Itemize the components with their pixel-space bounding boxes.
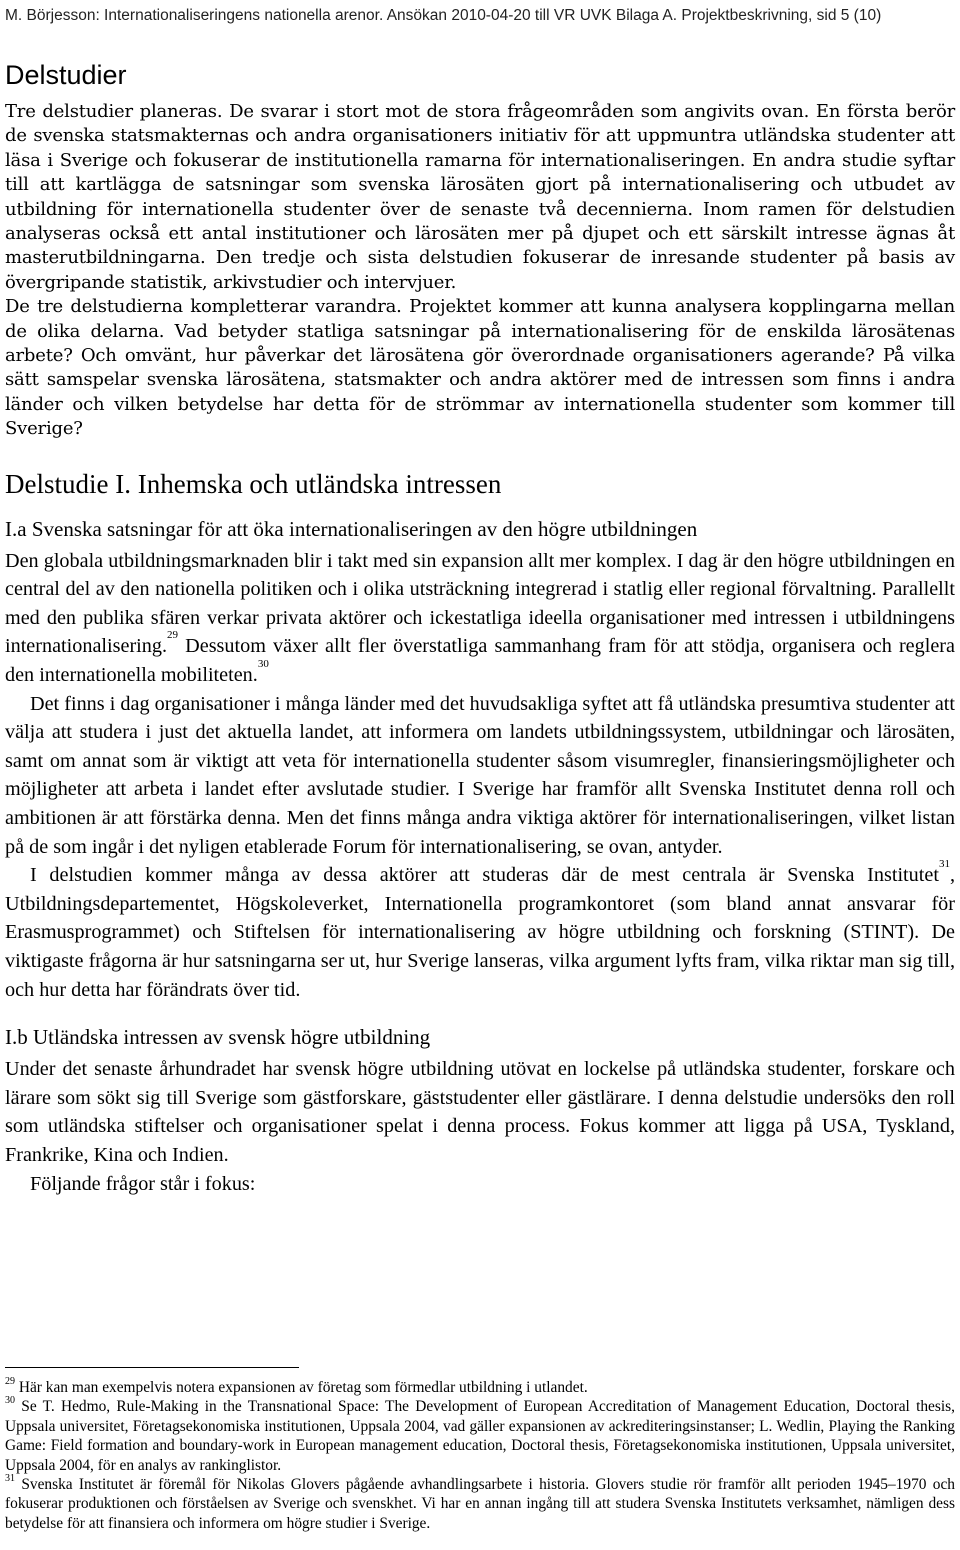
section-heading-delstudie-1: Delstudie I. Inhemska och utländska intressen	[5, 468, 502, 499]
subsection-b-paragraph-2: Följande frågor står i fokus:	[30, 1172, 256, 1195]
footnote-number: 29	[5, 1376, 15, 1387]
footnote-number: 31	[5, 1473, 15, 1485]
footnote-ref-30: 30	[257, 658, 269, 671]
footnote-29	[5, 1378, 955, 1397]
section-heading-delstudier: Delstudier	[5, 60, 127, 90]
running-header: M. Börjesson: Internationaliseringens nationella arenor. Ansökan 2010-04-20 till VR UVK Bilaga A. Projektbeskrivning, sid 5 (10)	[5, 7, 882, 24]
text-run: Den globala utbildningsmarknaden blir i takt med sin expansion allt mer komplex. I dag är den högre utbildningen en central del av den nationella politiken och i olika utsträckning integrerad i statlig eller regional förvaltning. Parallellt med den publika sfären verkar privata aktörer och ickestatliga ideella organisationer med intressen i utbildningens internationalisering.	[5, 549, 955, 658]
intro-paragraph-2: De tre delstudierna kompletterar varandra. Projektet kommer att kunna analysera kopplingarna mellan de olika delarna. Vad betyder statliga satsningar på internationalisering för de enskilda lärosätenas arbete? Och omvänt, hur påverkar det lärosätena gör överordnade organisationers agerande? På vilka sätt samspelar svenska lärosätena, statsmakter och andra aktörer med de intressen som finns i andra länder och vilken betydelse har detta för de strömmar av internationella studenter som kommer till Sverige?	[5, 296, 955, 440]
main-content	[5, 58, 955, 1198]
footnote-text: Här kan man exempelvis notera expansionen av företag som förmedlar utbildning i utlandet.	[18, 1379, 588, 1396]
footnote-31	[5, 1475, 955, 1533]
footnote-ref-31: 31	[938, 858, 950, 871]
text-run: I delstudien kommer många av dessa aktörer att studeras där de mest centrala är Svenska Institutet	[30, 864, 939, 887]
subsection-b-heading: I.b Utländska intressen av svensk högre utbildning	[5, 1025, 431, 1050]
footnote-ref-29: 29	[167, 629, 179, 642]
footnote-divider	[5, 1367, 299, 1368]
subsection-a-paragraph-1	[5, 547, 955, 690]
footnote-30	[5, 1397, 955, 1475]
subsection-a	[5, 515, 955, 1005]
footnote-number: 30	[5, 1395, 15, 1407]
footnotes	[5, 1378, 955, 1533]
footnote-text: Se T. Hedmo, Rule-Making in the Transnational Space: The Development of European Accreditation of Management Education, Doctoral thesis, Uppsala universitet, Företagsekonomiska institutionen, Uppsala 2004, vad gäller expansionen av ackrediteringsinstanser; L. Wedlin, Playing the Ranking Game: Field formation and boundary-work in European management education, Doctoral thesis, Företagsekonomiska institutionen, Uppsala universitet, Uppsala 2004, för en analys av rankinglistor.	[5, 1398, 955, 1474]
subsection-a-heading: I.a Svenska satsningar för att öka internationaliseringen av den högre utbildningen	[5, 516, 698, 541]
subsection-b-paragraph-1: Under det senaste århundradet har svensk högre utbildning utövat en lockelse på utländska studenter, forskare och lärare som sökt sig till Sverige som gästforskare, gäststudenter eller gästlärare. I denna delstudie undersöks den roll som utländska stiftelser och organisationer spelat i denna process. Fokus kommer att ligga på USA, Tyskland, Frankrike, Kina och Indien.	[5, 1058, 955, 1166]
text-run: Dessutom växer allt fler överstatliga sammanhang fram för att stödja, organisera och reglera den internationella mobiliteten.	[5, 635, 955, 687]
text-run: , Utbildningsdepartementet, Högskoleverket, Internationella programkontoret (som bland annat ansvarar för Erasmusprogrammet) och Stiftelsen för internationalisering av högre utbildning och forskning (STINT). De viktigaste frågorna är hur satsningarna ser ut, hur Sverige lanseras, vilka argument lyfts fram, vilka riktar man sig till, och hur detta har förändrats över tid.	[5, 864, 955, 1001]
intro-section	[5, 100, 955, 442]
subsection-a-paragraph-2: Det finns i dag organisationer i många länder med det huvudsakliga syftet att få utländska presumtiva studenter att välja att studera i just det aktuella landet, att informera om landets utbildningssystem, utbildningar och lärosäten, samt om annat som är viktigt att veta för internationella studenter såsom visumregler, finansieringsmöjligheter och möjligheter att arbeta i landet efter avslutade studier. I Sverige har framför allt Svenska Institutet denna roll och ambitionen är att förstärka denna. Men det finns många andra viktiga aktörer för internationaliseringen, vilket listan på de som ingår i det nyligen etablerade Forum för internationalisering, se ovan, antyder.	[5, 692, 955, 858]
subsection-b	[5, 1023, 955, 1198]
intro-paragraph-1: Tre delstudier planeras. De svarar i stort mot de stora frågeområden som angivits ovan. En första berör de svenska statsmakternas och andra organisationers initiativ för att uppmuntra utländska studenter att läsa i Sverige och fokuserar de institutionella ramarna för internationaliseringen. En andra studie syftar till att kartlägga de satsningar som svenska lärosäten gjort på internationalisering och utbudet av utbildning för internationella studenter över de senaste två decennierna. Inom ramen för delstudien analyseras också ett antal institutioner och lärosäten mer på djupet och ett särskilt intresse ägnas åt masterutbildningarna. Den tredje och sista delstudien fokuserar de inresande studenter på basis av övergripande statistik, arkivstudier och intervjuer.	[5, 101, 955, 293]
subsection-a-paragraph-3	[5, 858, 955, 1004]
footnote-text: Svenska Institutet är föremål för Nikolas Glovers pågående avhandlingsarbete i historia. Glovers studie rör framför allt perioden 1945–1970 och fokuserar produktionen och förståelsen av Sverige och svenskhet. Vi har en annan ingång till att studera Svenska Institutets verksamhet, nämligen dess betydelse för att finansiera och informera om högre studier i Sverige.	[5, 1476, 955, 1532]
